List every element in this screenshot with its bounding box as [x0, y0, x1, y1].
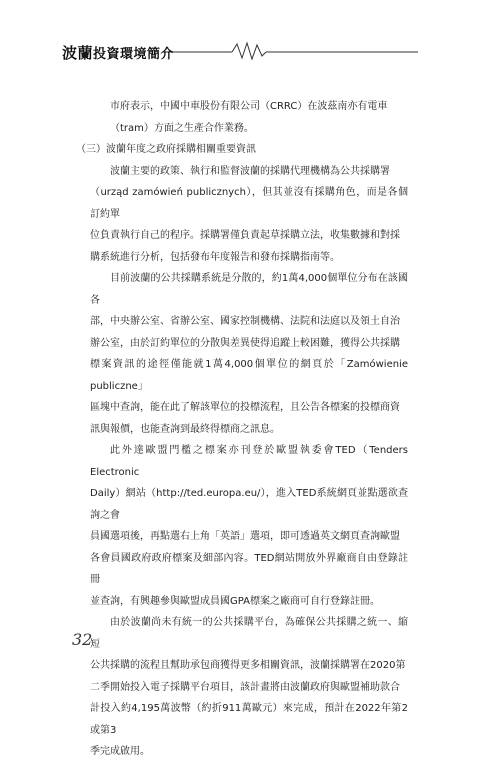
text-line: 辦公室，由於訂約單位的分散與差異使得追蹤上較困難，獲得公共採購 [90, 337, 400, 349]
text-line: 二季開始投入電子採購平台項目，該計畫將由波蘭政府與歐盟補助款合 [90, 681, 400, 693]
text-line: 訊與報價，也能查詢到最終得標商之訊息。 [90, 423, 280, 435]
text-line: 部，中央辦公室、省辦公室、國家控制機構、法院和法庭以及領土自治 [90, 316, 400, 327]
header-title-small: 投資環境簡介 [93, 47, 175, 62]
text-line: 此外達歐盟門檻之標案亦刊登於歐盟執委會TED（Tenders Electronic [90, 445, 408, 478]
text-line: Daily）網站（http://ted.europa.eu/），進入TED系統網頁並點選欲查詢之會 [90, 488, 408, 521]
text-line: 位負責執行自己的程序。採購署僅負責起草採購立法，收集數據和對採 [90, 230, 400, 241]
header-title-big: 波蘭 [62, 44, 94, 62]
text-line: 各會員國政府政府標案及細部內容。TED網站開放外界廠商自由登錄註冊 [90, 552, 408, 585]
text-line: 目前波蘭的公共採購系統是分散的，約1萬4,000個單位分布在該國各 [90, 273, 408, 306]
text-line: 並查詢，有興趣參與歐盟成員國GPA標案之廠商可自行登錄註冊。 [90, 595, 380, 607]
text-line: 市府表示，中國中車股份有限公司（CRRC）在波茲南亦有電車 [110, 101, 388, 112]
text-line: 計投入約4,195萬波幣（約折911萬歐元）來完成，預計在2022年第2或第3 [90, 703, 408, 736]
running-header [62, 40, 418, 62]
text-line: 波蘭主要的政策、執行和監督波蘭的採購代理機構為公共採購署 [110, 165, 390, 177]
page-number: 32 [72, 630, 93, 649]
text-line: 購系統進行分析，包括發布年度報告和發布採購指南等。 [90, 251, 340, 263]
text-line: 季完成啟用。 [90, 746, 150, 757]
text-line: 區塊中查詢，能在此了解該單位的投標流程，且公告各標案的投標商資 [90, 402, 400, 413]
header-title [62, 42, 174, 63]
text-line: 標案資訊的途徑僅能就1萬4,000個單位的網頁於「Zamówienie publiczne」 [90, 359, 408, 392]
text-line: （tram）方面之生產合作業務。 [110, 122, 254, 134]
text-line: 公共採購的流程且幫助承包商獲得更多相關資訊，波蘭採購署在2020第 [90, 660, 406, 671]
text-line: 由於波蘭尚未有統一的公共採購平台，為確保公共採購之統一、縮短 [90, 617, 408, 650]
text-line: 員國選項後，再點選右上角「英語」選項，即可透過英文網頁查詢歐盟 [90, 531, 400, 542]
text-line: （三）波蘭年度之政府採購相關重要資訊 [76, 144, 256, 155]
text-line: （urząd zamówień publicznych），但其並沒有採購角色，而是各個訂約單 [90, 187, 408, 220]
